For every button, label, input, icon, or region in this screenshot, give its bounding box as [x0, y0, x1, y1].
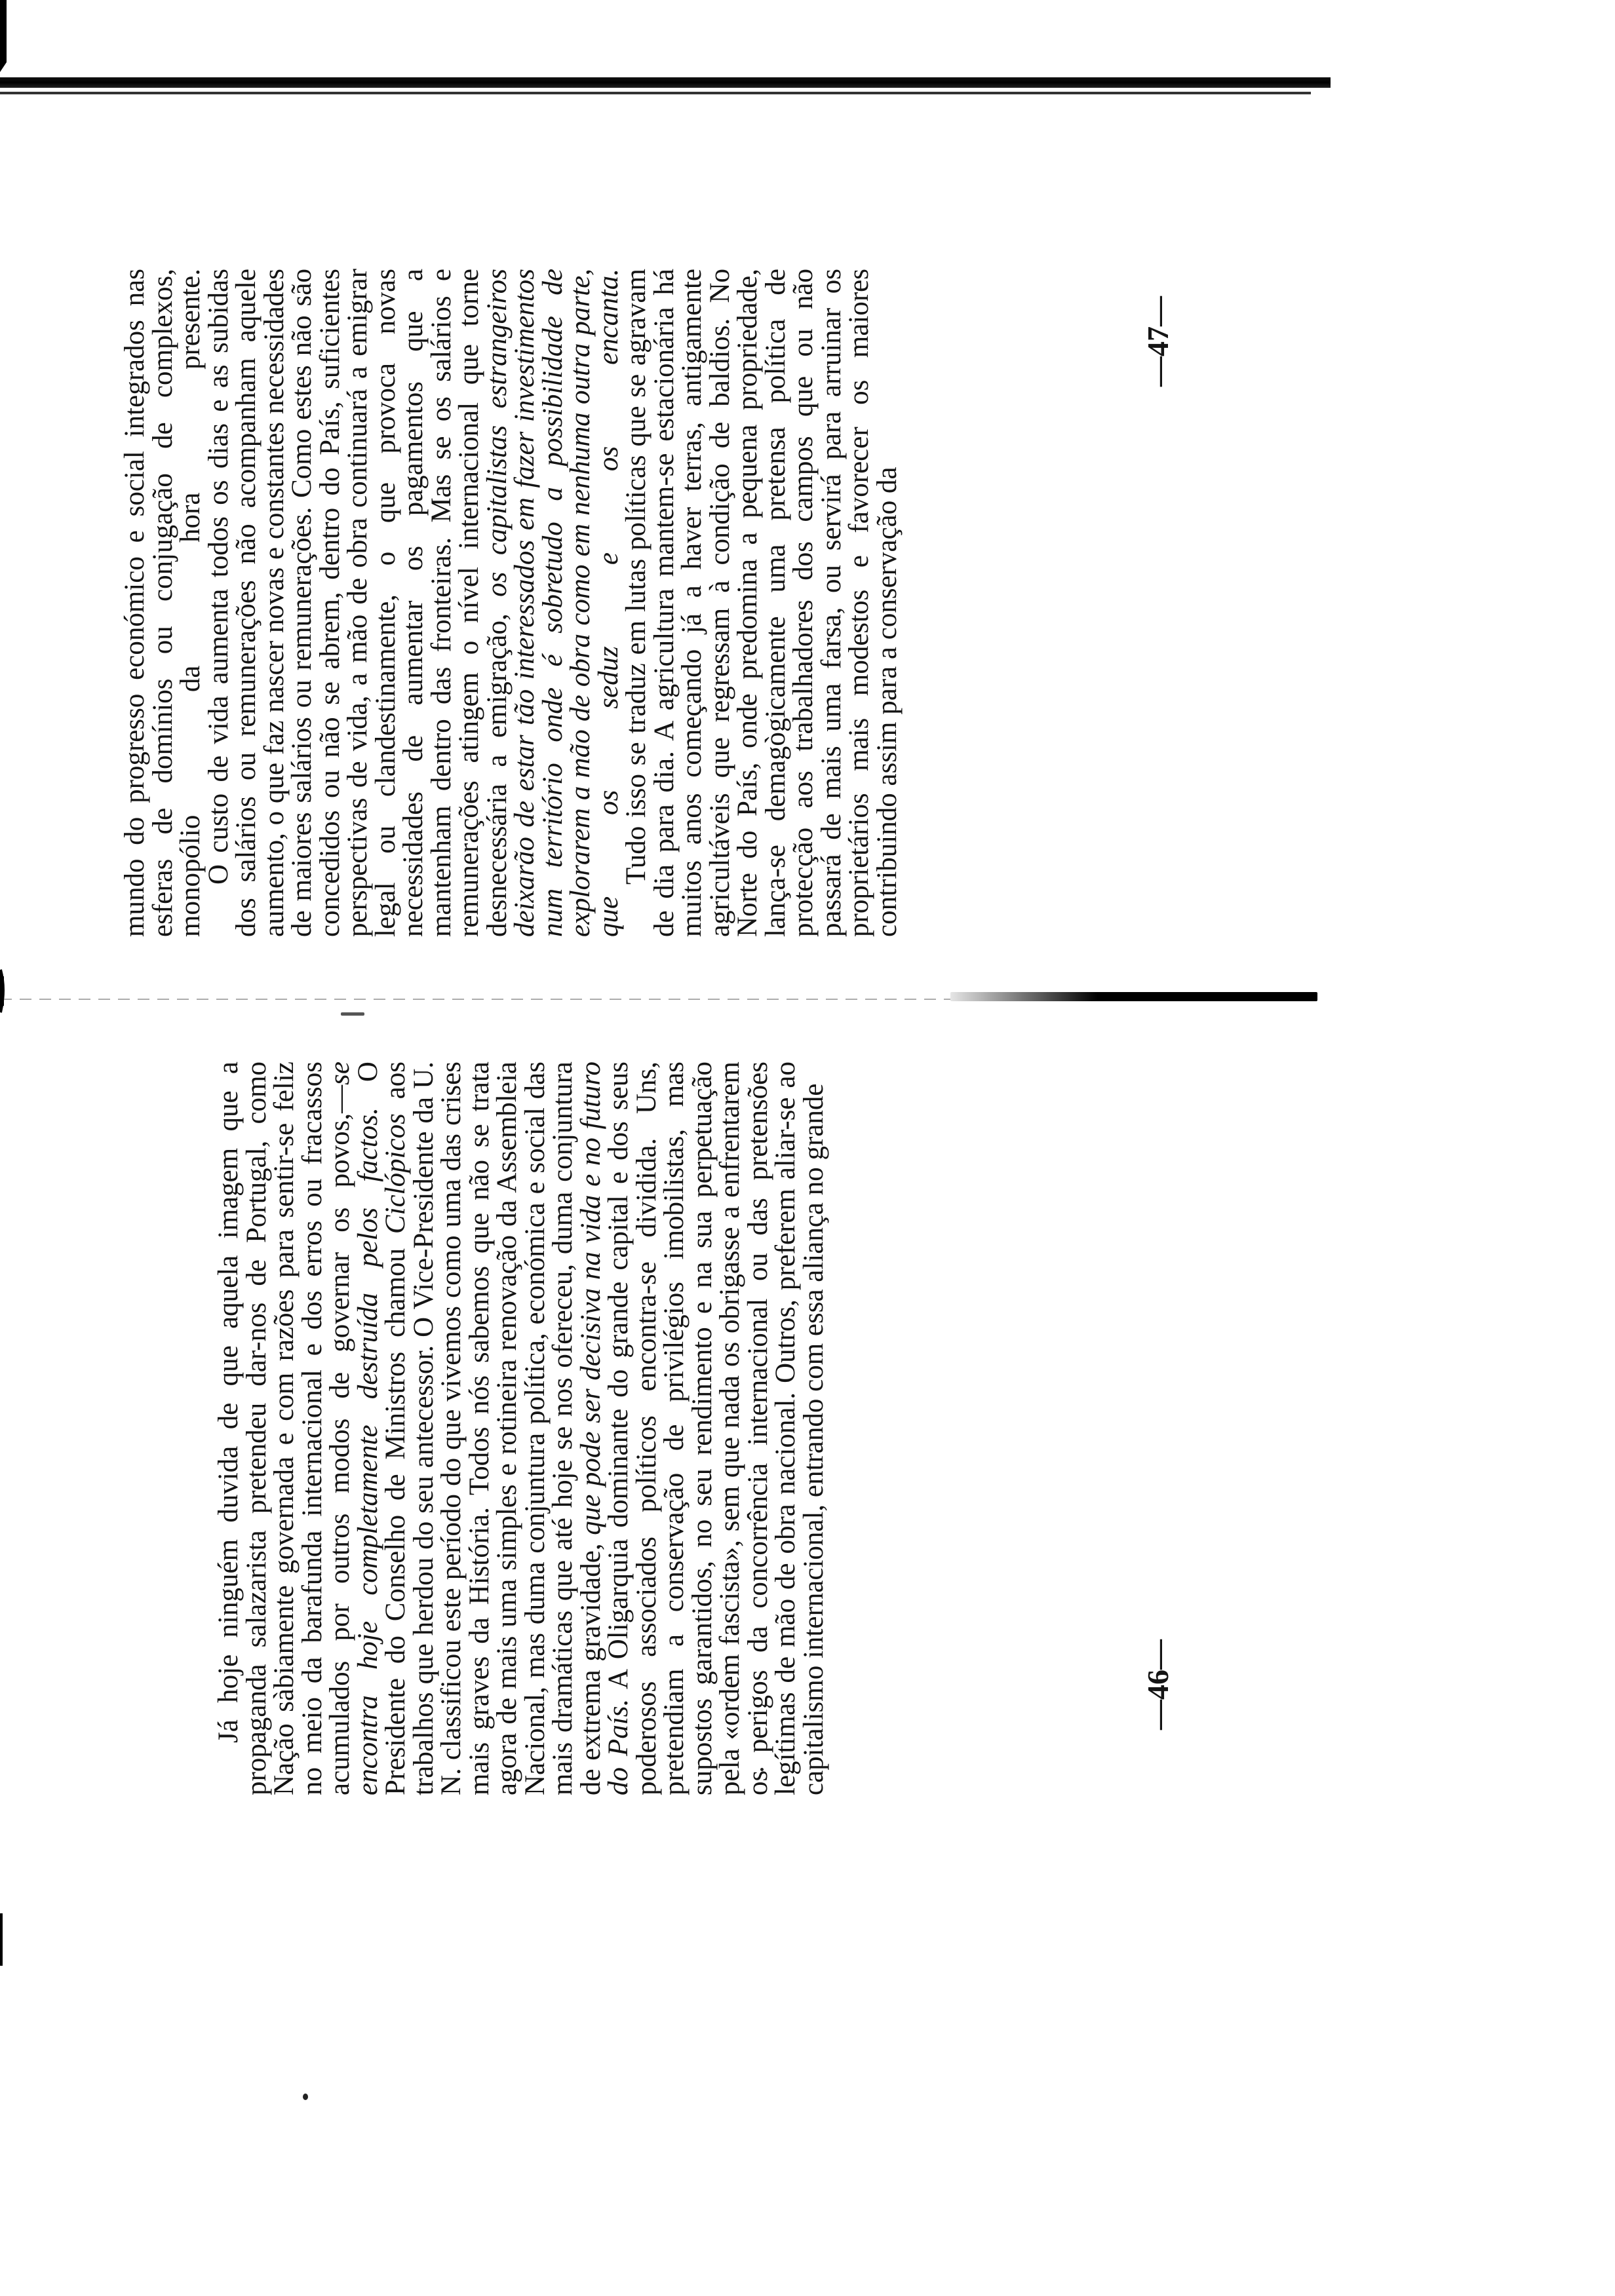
paragraph — [215, 1062, 828, 1795]
italic-run: Ciclópicos — [380, 1113, 411, 1234]
top-left-fold-mark — [0, 0, 7, 72]
speck — [303, 2094, 308, 2100]
page-47-number: —47— — [1141, 296, 1175, 387]
speck — [341, 1012, 364, 1016]
left-edge-mark-lower — [0, 1913, 3, 1966]
italic-run: se encontra hoje completamente destruída pelos factos. — [324, 1062, 383, 1795]
paragraph — [623, 269, 901, 937]
gutter-faint-line — [0, 999, 950, 1000]
page-47-text-block — [121, 269, 1209, 937]
page-46-number: —46— — [1141, 1639, 1175, 1730]
top-page-edge-rule — [0, 77, 1331, 88]
italic-run: os capitalistas estrangeiros deixarão de estar tão interessados em fazer investimentos num território onde é sobretudo a possibilidade de explorarem a mão de obra como em nenhuma outra parte, que os seduz e os encanta. — [481, 269, 624, 937]
text-run: Tudo isso se traduz em lutas políticas que se agravam de dia para dia. A agricultura mantem-se estacionária há muitos anos começando já a haver terras, antigamente agricultáveis que regressam à condição de baldios. No Norte do País, onde predomina a pequena propriedade, lança-se demagògicamente uma pretensa política de protecção aos trabalhadores dos campos que ou não passará de mais uma farsa, ou servirá para arruinar os proprietários mais modestos e favorecer os maiores contribuindo assim para a conservação da — [621, 269, 903, 937]
text-run: O Presidente do Conselho de Ministros chamou — [352, 1062, 411, 1795]
left-edge-mark — [0, 976, 4, 1006]
text-run: Já hoje ninguém duvida de que aquela imagem que a propaganda salazarista pretendeu dar-nos de Portugal, como Nação sàbiamente governada e com razões para sentir-se feliz no meio da barafunda internacional e dos erros ou fracassos acumulados por outros modos de governar os povos,— — [213, 1062, 355, 1795]
text-run: aos trabalhos que herdou do seu antecessor. O Vice-Presidente da U. N. classificou este período do que vivemos como uma das crises mais graves da História. Todos nós sabemos que não se trata agora de mais uma simples e rotineira renovação da Assembleia Nacional, mas duma conjuntura política, económica e social das mais dramáticas que até hoje se nos ofereceu, duma conjuntura de extrema gravidade, — [380, 1062, 606, 1795]
text-run: mundo do progresso económico e social integrados nas esferas de domínios ou conjugação de complexos, monopólio da hora presente. — [119, 269, 206, 937]
page-46-text-block — [215, 1062, 1119, 1795]
gutter-rule — [950, 992, 1317, 1001]
text-run: A Oligarquia dominante do grande capital e dos seus poderosos associados políticos encontra-se dividida. Uns, pretendiam a conservação de privilégios imobilistas, mas supostos garantidos, no seu rendimento e na sua perpetuação pela «ordem fascista», sem que nada os obrigasse a enfrentarem os perigos da concorrência internacional ou das pretensões legítimas de mão de obra nacional. Outros, preferem aliar-se ao capitalismo internacional, entrando com essa aliança no grande — [603, 1062, 829, 1795]
paragraph — [121, 269, 205, 937]
italic-run: que pode ser decisiva na vida e no futuro do País. — [575, 1062, 634, 1795]
paragraph — [205, 269, 623, 937]
text-run: O custo de vida aumenta todos os dias e as subidas dos salários ou remunerações não acompanham aquele aumento, o que faz nascer novas e constantes necessidades de maiores salários ou remunerações. Como estes não são concedidos ou não se abrem, dentro do País, suficientes perspectivas de vida, a mão de obra continuará a emigrar legal ou clandestinamente, o que provoca novas necessidades de aumentar os pagamentos que a mantenham dentro das fronteiras. Mas se os salários e remunerações atingem o nível internacional que torne desnecessária a emigração, — [203, 269, 513, 937]
top-page-edge-shadow — [0, 92, 1311, 94]
